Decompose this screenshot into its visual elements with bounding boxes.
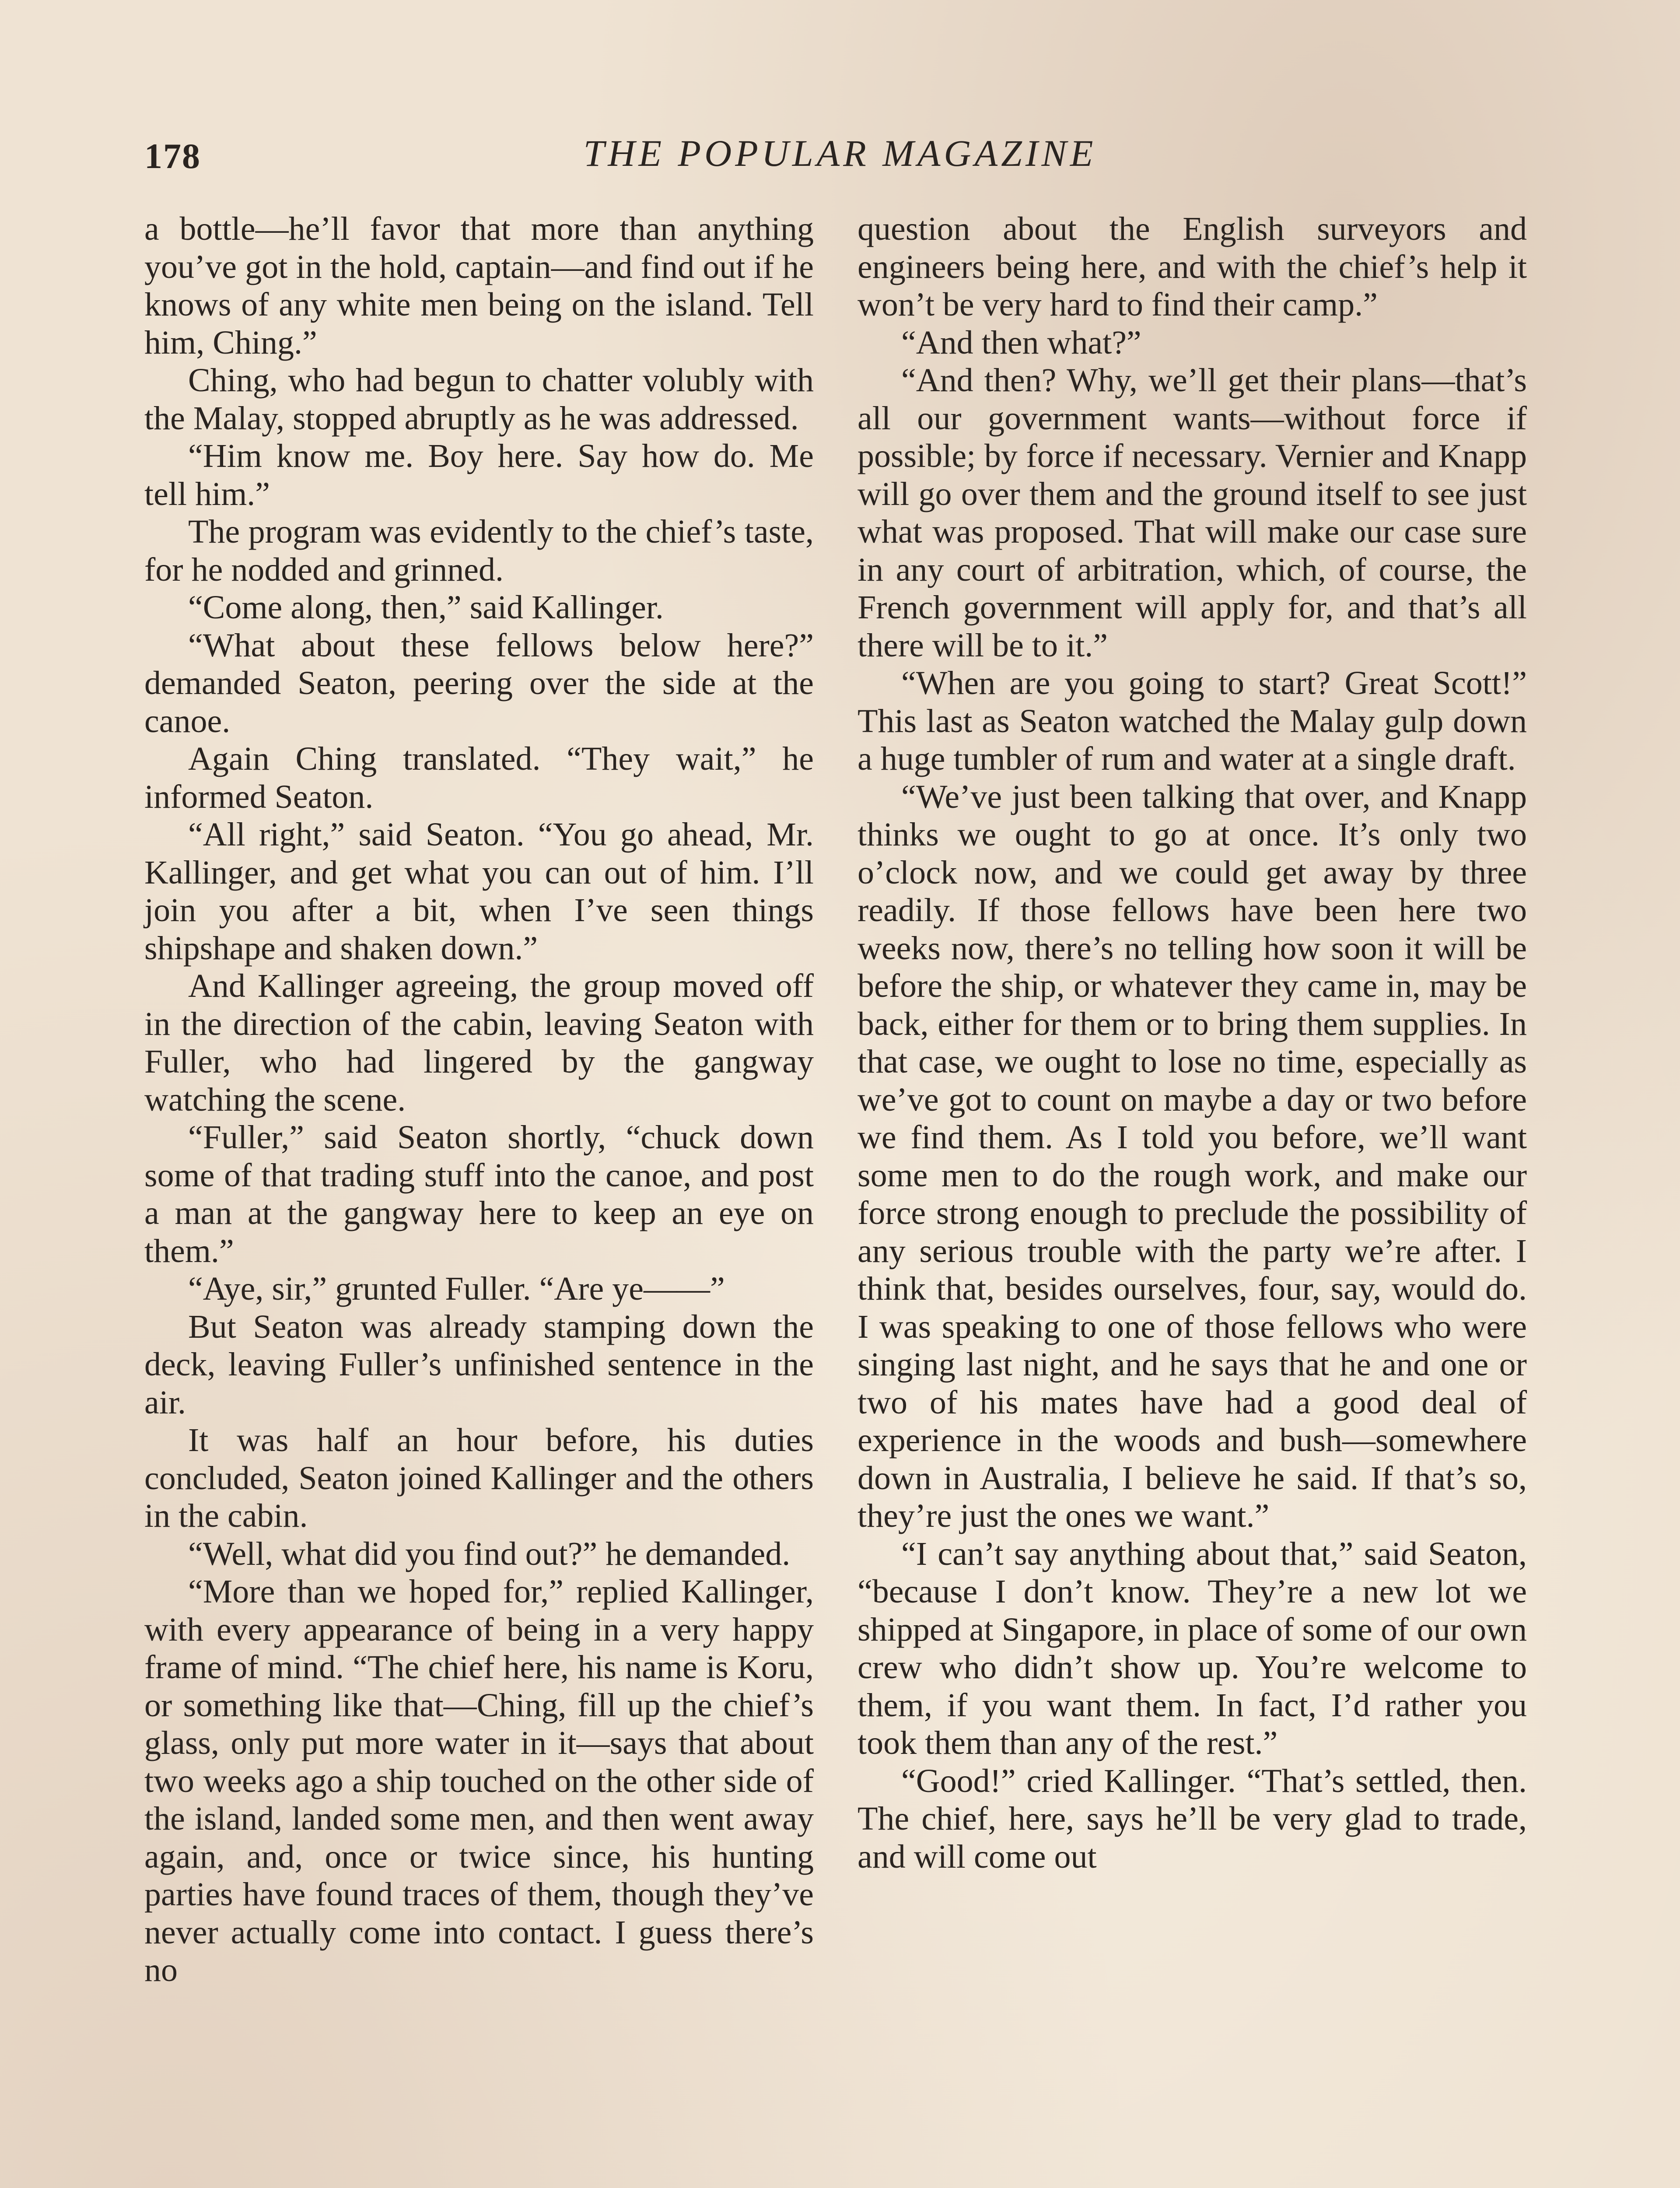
- paragraph: “And then what?”: [901, 324, 1141, 361]
- paragraph: But Seaton was already stamping down the deck, leaving Fuller’s unfinished sentence in the air.: [144, 1308, 814, 1421]
- paragraph: a bottle—he’ll favor that more than anything you’ve got in the hold, captain—and find out if he knows of any white men being on the island. Tell him, Ching.”: [144, 210, 814, 361]
- paragraph: The program was evidently to the chief’s taste, for he nodded and grinned.: [144, 513, 814, 588]
- paragraph: It was half an hour before, his duties concluded, Seaton joined Kallinger and the others in the cabin.: [144, 1422, 814, 1534]
- left-column: [144, 210, 814, 1989]
- paragraph: “What about these fellows below here?” demanded Seaton, peering over the side at the canoe.: [144, 627, 814, 740]
- paragraph: Ching, who had begun to chatter volubly with the Malay, stopped abruptly as he was addressed.: [144, 362, 814, 437]
- running-head: THE POPULAR MAGAZINE: [583, 132, 1097, 174]
- page-number: 178: [144, 136, 201, 176]
- paragraph: Again Ching translated. “They wait,” he informed Seaton.: [144, 740, 814, 815]
- paragraph: “I can’t say anything about that,” said Seaton, “because I don’t know. They’re a new lot we shipped at Singapore, in place of some of our own crew who didn’t show up. You’re welcome to them, if you want them. In fact, I’d rather you took them than any of the rest.”: [858, 1535, 1527, 1761]
- paragraph: “Well, what did you find out?” he demanded.: [188, 1535, 791, 1572]
- paragraph: “Him know me. Boy here. Say how do. Me tell him.”: [144, 438, 814, 512]
- paragraph: question about the English surveyors and engineers being here, and with the chief’s help it won’t be very hard to find their camp.”: [858, 210, 1527, 323]
- paragraph: “Aye, sir,” grunted Fuller. “Are ye——”: [188, 1270, 725, 1307]
- paragraph: “All right,” said Seaton. “You go ahead, Mr. Kallinger, and get what you can out of him. I’ll join you after a bit, when I’ve seen things shipshape and shaken down.”: [144, 816, 814, 967]
- paragraph: “Come along, then,” said Kallinger.: [188, 589, 664, 626]
- right-column: [858, 210, 1527, 1876]
- paragraph: “And then? Why, we’ll get their plans—that’s all our government wants—without force if possible; by force if necessary. Vernier and Knapp will go over them and the ground itself to see just what was proposed. That will make our case sure in any court of arbitration, which, of course, the French government will apply for, and that’s all there will be to it.”: [858, 362, 1527, 664]
- paragraph: “More than we hoped for,” replied Kallinger, with every appearance of being in a very happy frame of mind. “The chief here, his name is Koru, or something like that—Ching, fill up the chief’s glass, only put more water in it—says that about two weeks ago a ship touched on the other side of the island, landed some men, and then went away again, and, once or twice since, his hunting parties have found traces of them, though they’ve never actually come into contact. I guess there’s no: [144, 1573, 814, 1988]
- paragraph: “Good!” cried Kallinger. “That’s settled, then. The chief, here, says he’ll be very glad to trade, and will come out: [858, 1762, 1527, 1875]
- paragraph: And Kallinger agreeing, the group moved off in the direction of the cabin, leaving Seaton with Fuller, who had lingered by the gangway watching the scene.: [144, 968, 814, 1118]
- page-header: [144, 131, 1536, 193]
- paragraph: “When are you going to start? Great Scott!” This last as Seaton watched the Malay gulp down a huge tumbler of rum and water at a single draft.: [858, 665, 1527, 777]
- paragraph: “We’ve just been talking that over, and Knapp thinks we ought to go at once. It’s only two o’clock now, and we could get away by three readily. If those fellows have been here two weeks now, there’s no telling how soon it will be before the ship, or whatever they came in, may be back, either for them or to bring them supplies. In that case, we ought to lose no time, especially as we’ve got to count on maybe a day or two before we find them. As I told you before, we’ll want some men to do the rough work, and make our force strong enough to preclude the possibility of any serious trouble with the party we’re after. I think that, besides ourselves, four, say, would do. I was speaking to one of those fellows who were singing last night, and he says that he and one or two of his mates have had a good deal of experience in the woods and bush—somewhere down in Australia, I believe he said. If that’s so, they’re just the ones we want.”: [858, 778, 1527, 1534]
- paragraph: “Fuller,” said Seaton shortly, “chuck down some of that trading stuff into the canoe, and post a man at the gangway here to keep an eye on them.”: [144, 1119, 814, 1269]
